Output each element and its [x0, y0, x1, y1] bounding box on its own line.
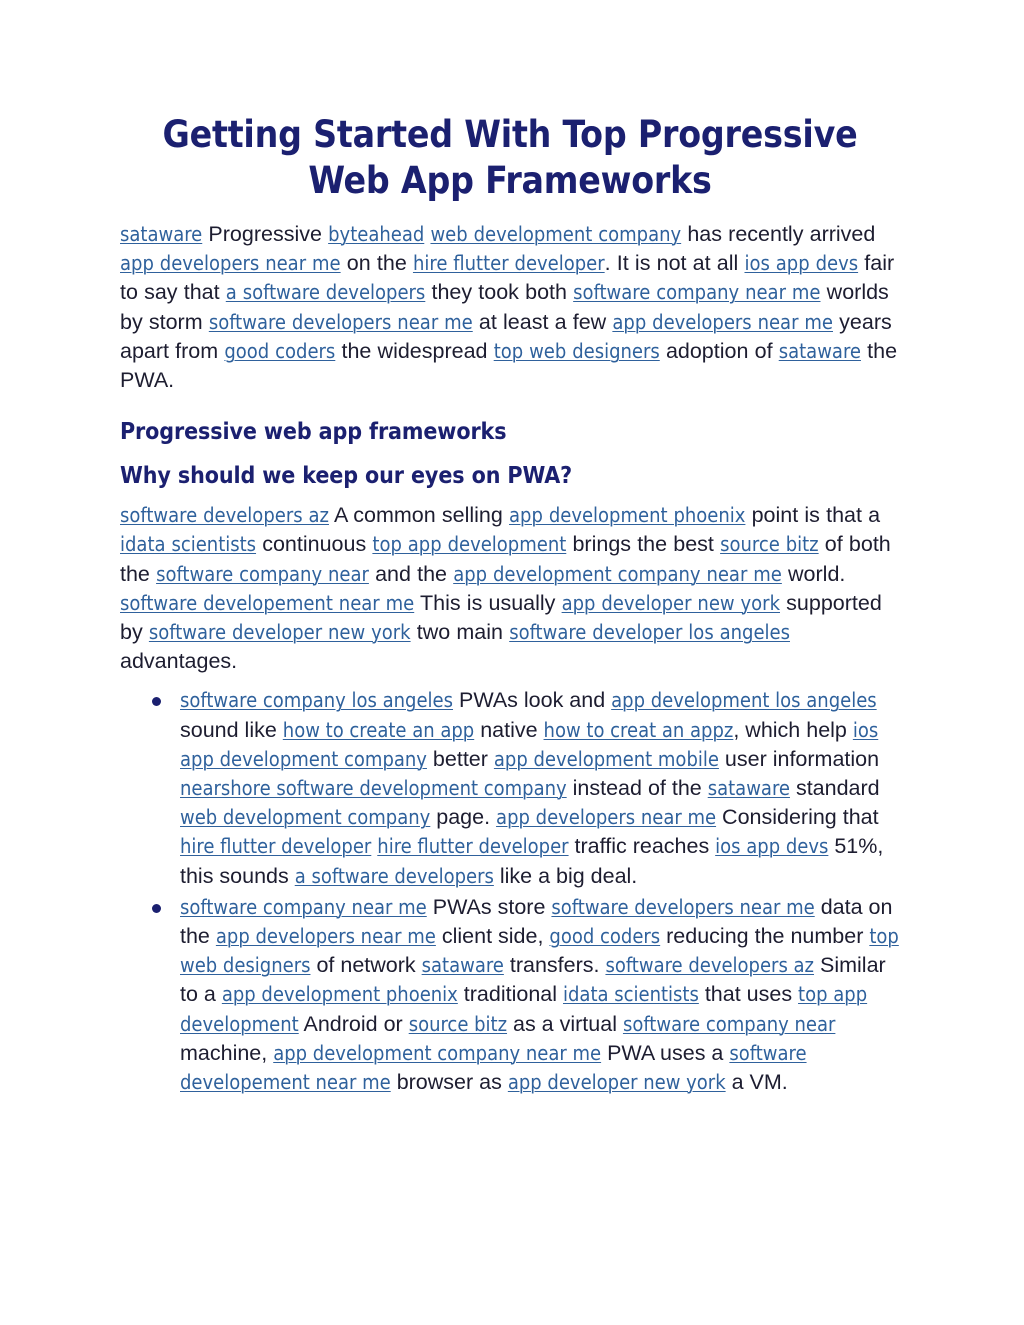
inline-link[interactable]: how to creat an appz — [543, 717, 734, 742]
inline-link[interactable]: software company near — [156, 561, 369, 586]
inline-link[interactable]: sataware — [120, 222, 203, 246]
inline-text: standard — [789, 776, 880, 801]
body-paragraph-advantages — [120, 501, 904, 676]
list-item — [120, 686, 904, 890]
inline-link[interactable]: app development los angeles — [611, 688, 877, 713]
advantages-list — [120, 686, 904, 1097]
inline-link[interactable]: app development company near me — [453, 561, 782, 586]
inline-link[interactable]: sataware — [778, 338, 861, 363]
inline-link[interactable]: top app development — [180, 982, 868, 1036]
inline-link[interactable]: web development company — [180, 805, 431, 830]
inline-text: worlds by storm — [120, 280, 889, 334]
inline-link[interactable]: software developer new york — [148, 620, 411, 645]
inline-link[interactable]: app developer new york — [561, 590, 780, 615]
inline-text: they took both — [425, 280, 574, 305]
inline-text: on the — [340, 251, 413, 276]
inline-link[interactable]: idata scientists — [563, 982, 699, 1007]
inline-link[interactable]: app developers near me — [496, 805, 717, 830]
inline-text: of network — [310, 953, 422, 978]
inline-link[interactable]: app developer new york — [507, 1070, 726, 1095]
inline-text: . It is not at all — [604, 251, 745, 276]
inline-text: years apart from — [120, 309, 892, 363]
inline-link[interactable]: software developers az — [605, 953, 815, 978]
inline-link[interactable]: app development mobile — [493, 746, 719, 771]
inline-text: like a big deal. — [493, 863, 638, 888]
inline-text: Android or — [298, 1011, 409, 1036]
intro-paragraph — [120, 220, 904, 395]
inline-link[interactable]: software developement near me — [180, 1040, 807, 1095]
inline-text: user information — [718, 746, 880, 771]
inline-text: traffic reaches — [568, 834, 716, 859]
inline-link[interactable]: ios app devs — [715, 834, 829, 859]
inline-link[interactable]: idata scientists — [120, 532, 257, 557]
inline-text: the widespread — [335, 338, 494, 363]
inline-link[interactable]: good coders — [549, 924, 661, 949]
page-title: Getting Started With Top Progressive Web App Frameworks — [162, 113, 858, 202]
inline-text: client side, — [435, 924, 550, 949]
inline-text: Considering that — [716, 805, 879, 830]
inline-link[interactable]: good coders — [224, 338, 336, 363]
list-item — [120, 893, 904, 1097]
inline-link[interactable]: sataware — [707, 776, 790, 801]
inline-text: at least a few — [472, 309, 613, 334]
inline-link[interactable]: sataware — [421, 953, 504, 978]
inline-text: reducing the number — [660, 924, 870, 949]
inline-text: Progressive — [202, 222, 329, 246]
inline-text: a VM. — [725, 1070, 788, 1095]
inline-text: , which help — [733, 717, 853, 742]
inline-link[interactable]: a software developers — [294, 863, 494, 888]
bullet-disc-icon — [152, 697, 161, 706]
inline-text: instead of the — [566, 776, 708, 801]
section-heading-frameworks: Progressive web app frameworks — [120, 419, 507, 446]
inline-link[interactable]: software company los angeles — [180, 688, 454, 713]
inline-link[interactable]: how to create an app — [282, 717, 475, 742]
inline-text: This is usually — [414, 590, 562, 615]
inline-text: sound like — [180, 717, 283, 742]
inline-text: two main — [410, 620, 510, 645]
inline-text: advantages. — [120, 649, 238, 674]
inline-link[interactable]: hire flutter developer — [377, 834, 569, 859]
inline-text: has recently arrived — [681, 222, 876, 246]
list-item-text — [180, 688, 883, 887]
inline-text: and the — [368, 561, 454, 586]
inline-link[interactable]: app developers near me — [612, 309, 833, 334]
inline-text: PWA uses a — [601, 1040, 730, 1065]
inline-text: native — [474, 717, 544, 742]
inline-text: as a virtual — [507, 1011, 623, 1036]
inline-text: Similar to a — [180, 953, 886, 1007]
inline-text: PWAs look and — [453, 688, 612, 713]
inline-link[interactable]: ios app development company — [180, 717, 879, 771]
section-heading-why-pwa: Why should we keep our eyes on PWA? — [120, 463, 573, 490]
inline-text: that uses — [698, 982, 799, 1007]
inline-text: PWAs store — [426, 894, 552, 919]
inline-link[interactable]: web development company — [430, 222, 682, 246]
inline-link[interactable]: top web designers — [180, 924, 899, 978]
inline-link[interactable]: source bitz — [408, 1011, 508, 1036]
inline-link[interactable]: app developers near me — [120, 251, 341, 276]
inline-link[interactable]: software developement near me — [120, 590, 415, 615]
inline-link[interactable]: ios app devs — [744, 251, 859, 276]
inline-link[interactable]: hire flutter developer — [412, 251, 605, 276]
inline-link[interactable]: software developers near me — [551, 894, 815, 919]
inline-link[interactable]: software company near me — [180, 894, 427, 919]
inline-link[interactable]: app development company near me — [273, 1040, 602, 1065]
bullet-disc-icon — [152, 904, 161, 913]
inline-text: traditional — [457, 982, 563, 1007]
inline-link[interactable]: software developer los angeles — [509, 620, 790, 645]
inline-text: page. — [430, 805, 497, 830]
inline-text: continuous — [256, 532, 373, 557]
inline-link[interactable]: app development phoenix — [509, 503, 746, 528]
list-item-text — [180, 895, 899, 1094]
inline-link[interactable]: source bitz — [720, 532, 819, 557]
inline-link[interactable]: a software developers — [225, 280, 426, 305]
inline-text: fair to say that — [120, 251, 895, 305]
inline-link[interactable]: hire flutter developer — [180, 834, 372, 859]
inline-text: supported by — [120, 590, 882, 645]
inline-link[interactable]: app developers near me — [215, 924, 436, 949]
inline-text: point is that a — [745, 503, 881, 528]
inline-text: brings the best — [566, 532, 721, 557]
inline-text: transfers. — [503, 953, 606, 978]
inline-link[interactable]: nearshore software development company — [180, 776, 567, 801]
inline-text: of both the — [120, 532, 891, 586]
inline-text: better — [426, 746, 494, 771]
inline-text: adoption of — [659, 338, 779, 363]
inline-link[interactable]: top web designers — [493, 338, 660, 363]
inline-text: data on the — [180, 894, 893, 949]
inline-link[interactable]: software company near me — [573, 280, 821, 305]
inline-link[interactable]: software developers near me — [208, 309, 473, 334]
inline-link[interactable]: byteahead — [328, 222, 425, 246]
inline-text: 51%, this sounds — [180, 834, 884, 888]
inline-link[interactable]: software company near — [622, 1011, 836, 1036]
inline-text: world. — [781, 561, 846, 586]
inline-link[interactable]: top app development — [372, 532, 567, 557]
inline-text: A common selling — [328, 503, 510, 528]
inline-link[interactable]: software developers az — [120, 503, 329, 528]
inline-link[interactable]: app development phoenix — [221, 982, 458, 1007]
inline-text: browser as — [390, 1070, 508, 1095]
inline-text: the PWA. — [120, 338, 898, 393]
inline-text: machine, — [180, 1040, 274, 1065]
